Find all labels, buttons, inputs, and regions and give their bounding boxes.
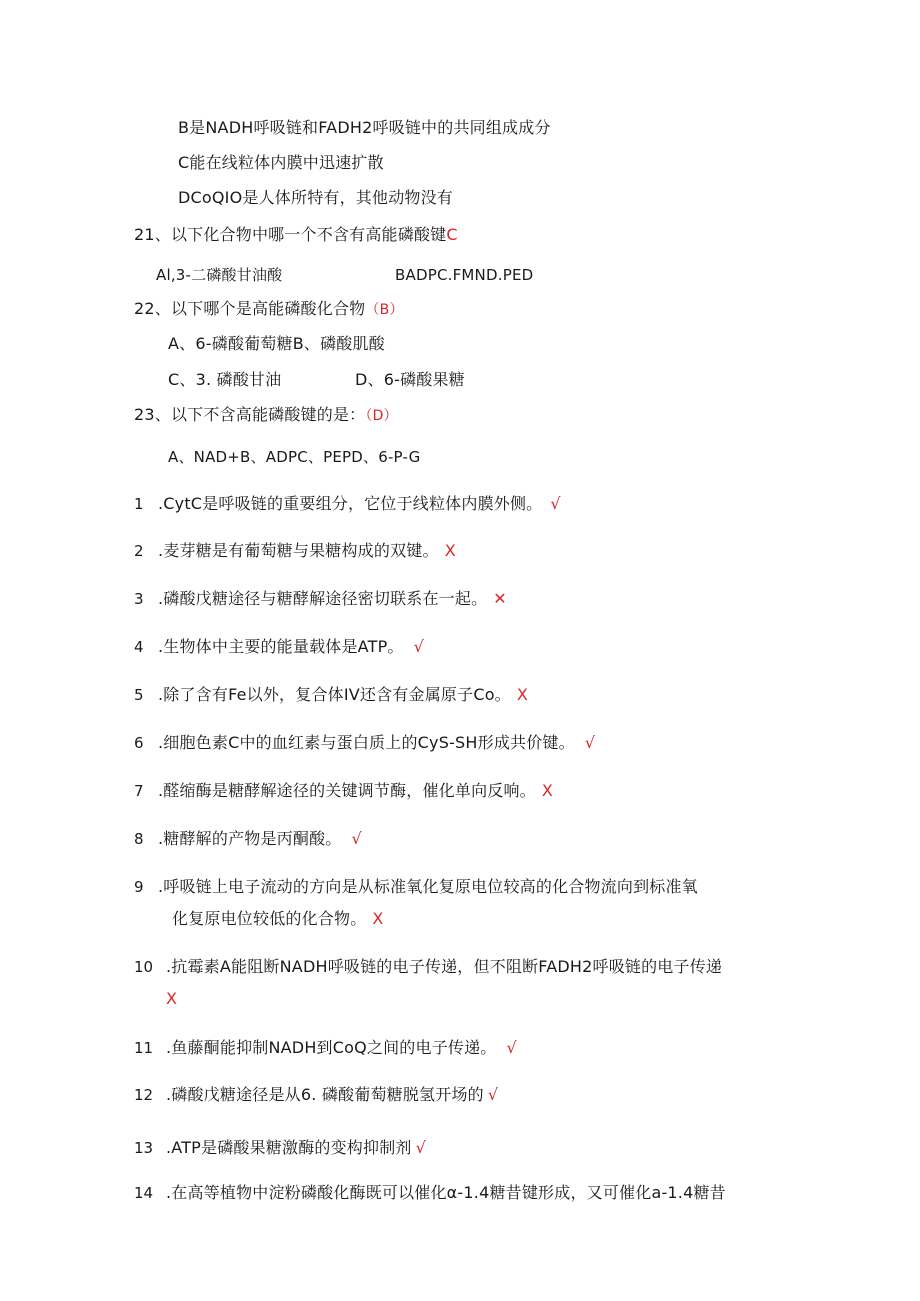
judgment-item: .在高等植物中淀粉磷酸化酶既可以催化α-1.4糖昔键形成，又可催化a-1.4糖昔 <box>166 1183 726 1202</box>
q20-option-d: DCoQIO是人体所特有，其他动物没有 <box>178 188 453 207</box>
cross-mark-icon: X <box>516 685 529 704</box>
cross-mark-icon: X <box>372 909 384 928</box>
q23-stem: 23、以下不含高能磷酸键的是： <box>134 405 366 424</box>
judgment-text: .CytC是呼吸链的重要组分，它位于线粒体内膜外侧。 <box>158 494 543 513</box>
check-mark-icon: √ <box>550 494 561 513</box>
cross-mark-icon: X <box>541 781 554 800</box>
check-mark-icon: √ <box>487 1085 499 1104</box>
q22-question <box>134 299 404 320</box>
judgment-number: 11 <box>134 1039 154 1057</box>
q20-option-c: C能在线粒体内膜中迅速扩散 <box>178 153 384 172</box>
judgment-item: .呼吸链上电子流动的方向是从标准氧化复原电位较高的化合物流向到标准氧 <box>158 877 698 896</box>
judgment-number: 10 <box>134 958 154 976</box>
q21-option-b: BADPC.FMND.PED <box>395 266 534 284</box>
check-mark-icon: √ <box>415 1138 427 1157</box>
judgment-text: .ATP是磷酸果糖激酶的变构抑制剂 <box>166 1138 412 1157</box>
judgment-number: 12 <box>134 1086 154 1104</box>
judgment-text: .醛缩酶是糖酵解途径的关键调节酶，催化单向反响。 <box>158 781 536 800</box>
judgment-number: 7 <box>134 782 144 800</box>
check-mark-icon: √ <box>506 1038 517 1057</box>
judgment-number: 6 <box>134 734 144 752</box>
judgment-text: .鱼藤酮能抑制NADH到CoQ之间的电子传递。 <box>166 1038 497 1057</box>
judgment-text: .麦芽糖是有葡萄糖与果糖构成的双键。 <box>158 541 439 560</box>
q23-answer: （D） <box>365 408 398 424</box>
judgment-number: 2 <box>134 542 144 560</box>
judgment-item <box>158 637 424 657</box>
judgment-number: 1 <box>134 495 144 513</box>
cross-mark-icon: X <box>444 541 456 560</box>
q21-question <box>134 225 458 245</box>
judgment-item <box>158 541 456 561</box>
judgment-text: .除了含有Fe以外，复合体IV还含有金属原子Co。 <box>158 685 511 704</box>
q23-options: A、NAD+B、ADPC、PEPD、6-P-G <box>168 448 421 466</box>
q22-answer: （B） <box>365 302 404 318</box>
q21-answer: C <box>446 225 458 244</box>
q21-option-a: Al,3-二磷酸甘油酸 <box>156 266 283 284</box>
q21-stem: 21、以下化合物中哪一个不含有高能磷酸键 <box>134 225 447 244</box>
judgment-text: .磷酸戊糖途径是从6. 磷酸葡萄糖脱氢开场的 <box>166 1085 484 1104</box>
judgment-item <box>158 494 561 514</box>
judgment-item: .抗霉素A能阻断NADH呼吸链的电子传递，但不阻断FADH2呼吸链的电子传递 <box>166 957 723 976</box>
judgment-number: 5 <box>134 686 144 704</box>
judgment-item <box>158 829 362 849</box>
cross-mark-icon: ✕ <box>493 589 507 608</box>
check-mark-icon: √ <box>413 637 425 656</box>
judgment-item <box>166 1138 426 1158</box>
judgment-text: .细胞色素C中的血红素与蛋白质上的CyS-SH形成共价键。 <box>158 733 575 752</box>
judgment-item <box>166 1038 517 1058</box>
q23-question <box>134 405 398 426</box>
judgment-text: .磷酸戊糖途径与糖酵解途径密切联系在一起。 <box>158 589 488 608</box>
q22-stem: 22、以下哪个是高能磷酸化合物 <box>134 299 366 318</box>
judgment-item <box>158 685 528 705</box>
judgment-item <box>158 589 507 609</box>
q22-options-ab: A、6-磷酸葡萄糖B、磷酸肌酸 <box>168 334 385 353</box>
judgment-text: .生物体中主要的能量载体是ATP。 <box>158 637 404 656</box>
check-mark-icon: √ <box>584 733 596 752</box>
judgment-item-continuation <box>172 909 384 929</box>
q22-option-c: C、3. 磷酸甘油 <box>168 370 282 389</box>
cross-mark-icon: X <box>166 989 178 1008</box>
q22-option-d: D、6-磷酸果糖 <box>355 370 465 389</box>
judgment-number: 13 <box>134 1139 154 1157</box>
judgment-number: 14 <box>134 1184 154 1202</box>
judgment-item <box>158 781 553 801</box>
judgment-number: 4 <box>134 638 144 656</box>
judgment-item <box>158 733 595 753</box>
judgment-text: .糖酵解的产物是丙酮酸。 <box>158 829 342 848</box>
judgment-number: 3 <box>134 590 144 608</box>
judgment-item <box>166 1085 498 1105</box>
check-mark-icon: √ <box>351 829 362 848</box>
judgment-number: 8 <box>134 830 144 848</box>
judgment-text: 化复原电位较低的化合物。 <box>172 909 367 928</box>
judgment-number: 9 <box>134 878 144 896</box>
q20-option-b: B是NADH呼吸链和FADH2呼吸链中的共同组成成分 <box>178 118 551 137</box>
